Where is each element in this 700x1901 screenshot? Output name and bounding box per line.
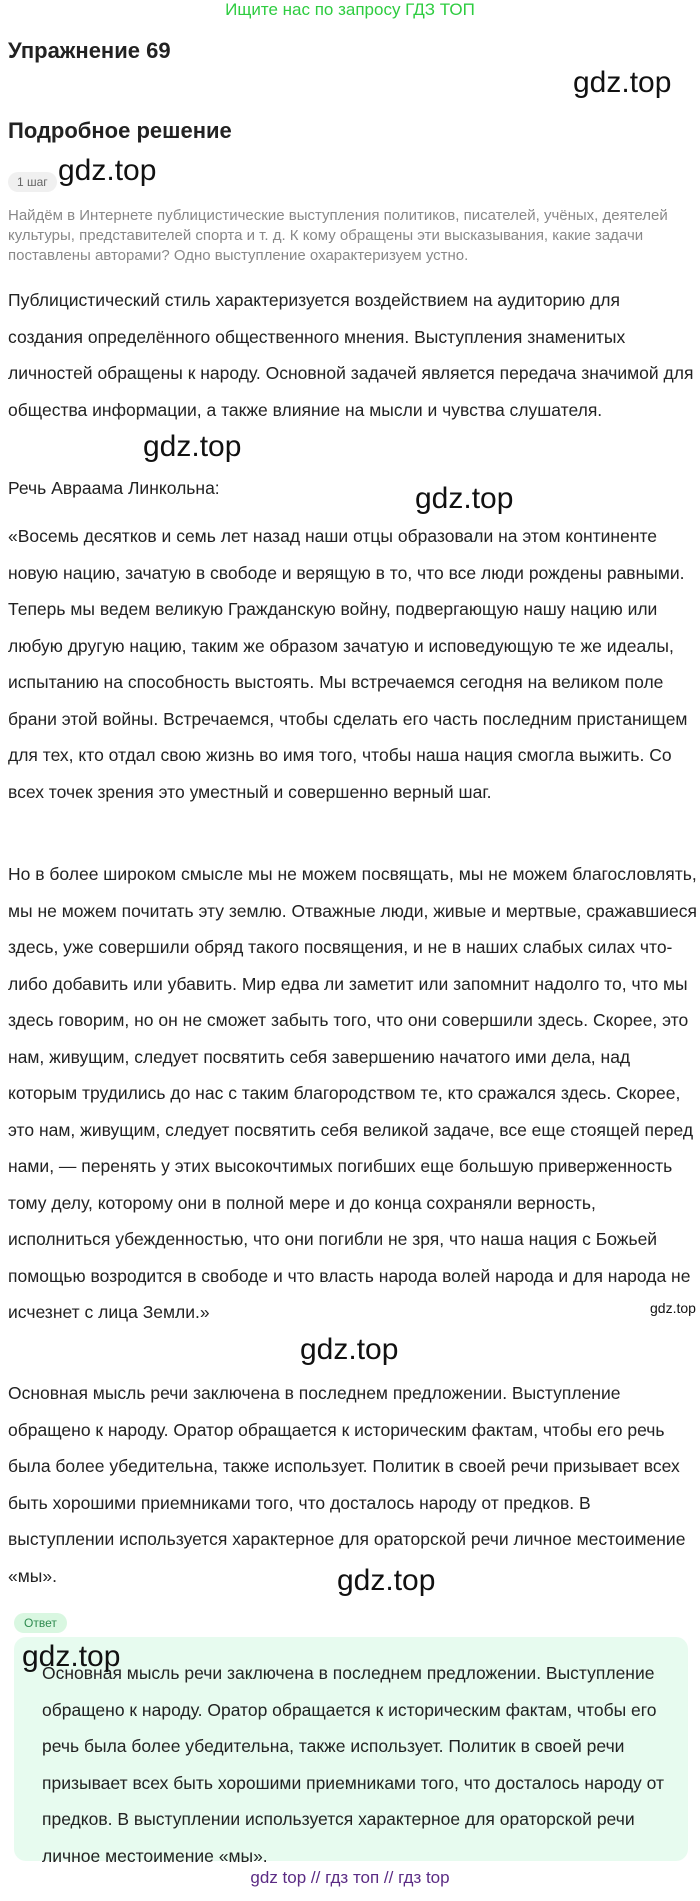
watermark: gdz.top (143, 430, 242, 463)
search-promo-banner: Ищите нас по запросу ГДЗ ТОП (225, 0, 475, 19)
speech-heading: Речь Авраама Линкольна: (8, 478, 220, 498)
watermark: gdz.top (573, 66, 672, 99)
step-badge: 1 шаг (8, 172, 57, 192)
section-title: Подробное решение (8, 118, 232, 143)
watermark: gdz.top (22, 1640, 121, 1673)
watermark: gdz.top (300, 1333, 399, 1366)
solution-paragraph: Публицистический стиль характеризуется воздействием на аудиторию для создания определённого общественного мнения. Выступления знаменитых личностей обращены к народу. Основной задачей является передача значимой для общества информации, а также влияние на мысли и чувства слушателя. (8, 290, 694, 420)
watermark: gdz.top (650, 1300, 696, 1316)
footer-links: gdz top // гдз топ // гдз top (250, 1868, 450, 1887)
speech-paragraph: Но в более широком смысле мы не можем посвящать, мы не можем благословлять, мы не можем почитать эту землю. Отважные люди, живые и мертвые, сражавшиеся здесь, уже совершили обряд такого посвящения, и не в наших слабых силах что-либо добавить или убавить. Мир едва ли заметит или запомнит надолго то, что мы здесь говорим, но он не сможет забыть того, что они совершили здесь. Скорее, это нам, живущим, следует посвятить себя завершению начатого ими дела, над которым трудились до нас с таким благородством те, кто сражался здесь. Скорее, это нам, живущим, следует посвятить себя великой задаче, все еще стоящей перед нами, — перенять у этих высокочтимых погибших еще большую приверженность тому делу, которому они в полной мере и до конца сохраняли верность, исполниться убежденностью, что они погибли не зря, что наша нация с Божьей помощью возродится в свободе и что власть народа волей народа и для народа не исчезнет с лица Земли.» (8, 864, 697, 1322)
watermark: gdz.top (415, 482, 514, 515)
speech-paragraph: «Восемь десятков и семь лет назад наши отцы образовали на этом континенте новую нацию, зачатую в свободе и верящую в то, что все люди рождены равными. Теперь мы ведем великую Гражданскую войну, подвергающую нашу нацию или любую другую нацию, таким же образом зачатую и исповедующую те же идеалы, испытанию на способность выстоять. Мы встречаемся сегодня на великом поле брани этой войны. Встречаемся, чтобы сделать его часть последним пристанищем для тех, кто отдал свою жизнь во имя того, чтобы наша нация смогла выжить. Со всех точек зрения это уместный и совершенно верный шаг. (8, 526, 688, 802)
solution-paragraph: Основная мысль речи заключена в последнем предложении. Выступление обращено к народу. Оратор обращается к историческим фактам, чтобы его речь была более убедительна, также использует. Политик в своей речи призывает всех быть хорошими приемниками того, что досталось народу от предков. В выступлении используется характерное для ораторской речи личное местоимение «мы». (8, 1383, 686, 1586)
task-statement: Найдём в Интернете публицистические выступления политиков, писателей, учёных, деятелей культуры, представителей спорта и т. д. К кому обращены эти высказывания, какие задачи поставлены авторами? Одно выступление охарактеризуем устно. (8, 207, 668, 264)
answer-text: Основная мысль речи заключена в последнем предложении. Выступление обращено к народу. Оратор обращается к историческим фактам, чтобы его речь была более убедительна, также использует. Политик в своей речи призывает всех быть хорошими приемниками того, что досталось народу от предков. В выступлении используется характерное для ораторской речи личное местоимение «мы». (42, 1663, 665, 1866)
page-title: Упражнение 69 (8, 38, 171, 63)
answer-badge: Ответ (14, 1613, 67, 1633)
watermark: gdz.top (337, 1564, 436, 1597)
watermark: gdz.top (58, 154, 157, 187)
